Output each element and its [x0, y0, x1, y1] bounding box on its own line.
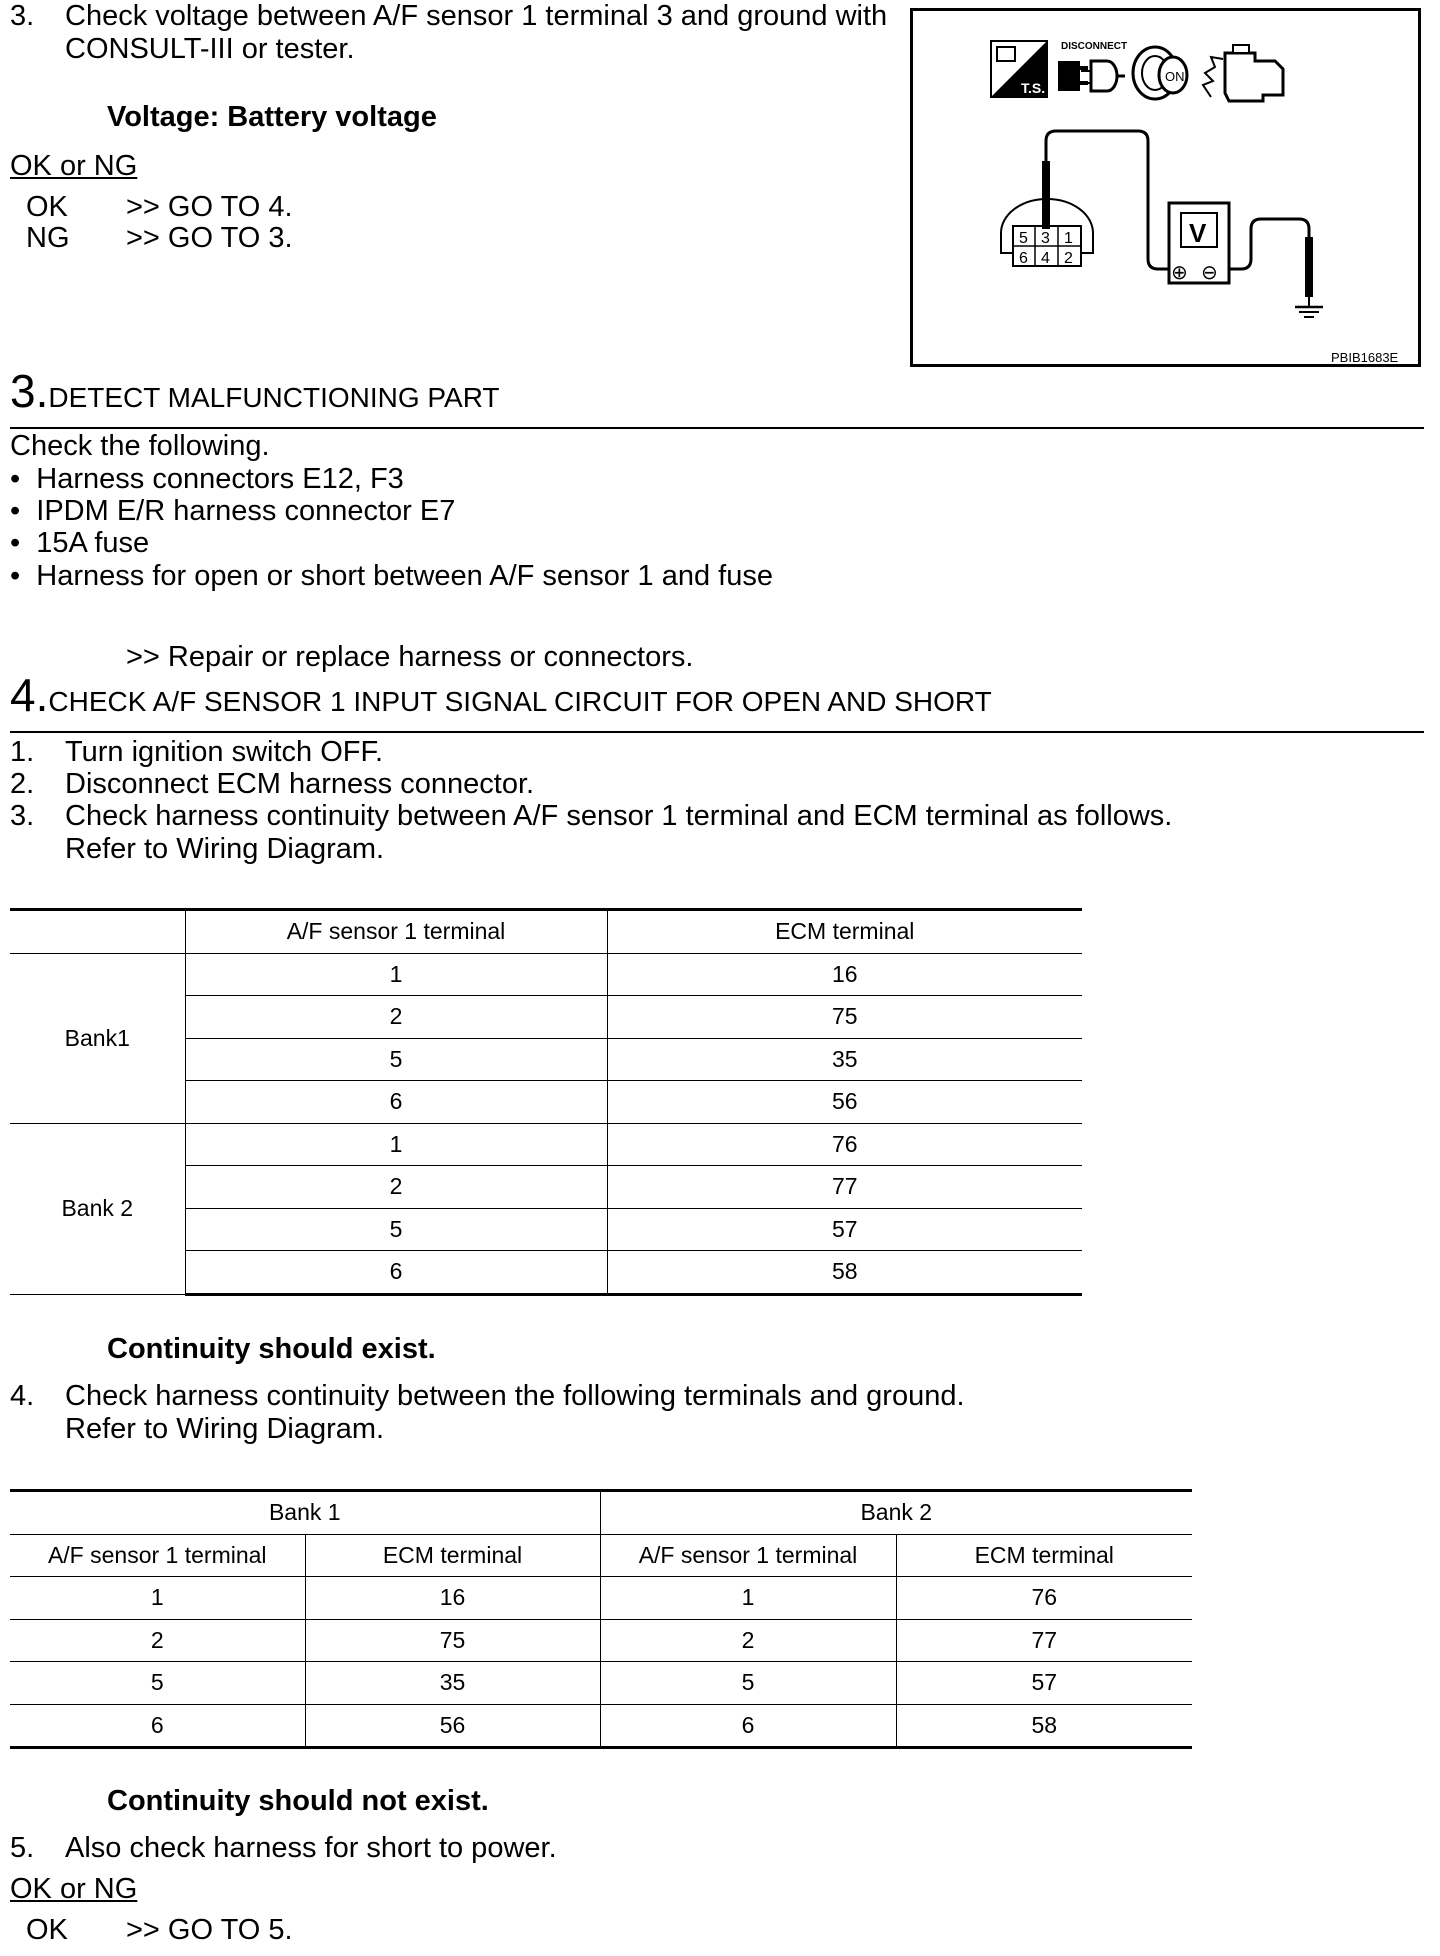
table-header-row	[10, 910, 1082, 954]
table-cell: 2	[185, 996, 607, 1039]
table-cell: 77	[607, 1166, 1082, 1209]
table-cell: 76	[607, 1123, 1082, 1166]
bank2-header: Bank 2	[600, 1491, 1192, 1535]
ok-action: >> GO TO 4.	[126, 191, 293, 223]
disconnect-text: DISCONNECT	[1061, 41, 1128, 52]
bank1-header: Bank 1	[10, 1491, 600, 1535]
section3-heading	[10, 365, 500, 417]
step-text: Turn ignition switch OFF.	[65, 736, 384, 768]
section3-intro: Check the following.	[10, 430, 270, 462]
table-cell: 16	[607, 953, 1082, 996]
probe-negative	[1305, 237, 1313, 297]
bank-label: Bank 2	[10, 1123, 185, 1294]
step-text: Also check harness for short to power.	[65, 1832, 557, 1864]
table-header: A/F sensor 1 terminal	[10, 1534, 305, 1577]
table-header: ECM terminal	[896, 1534, 1192, 1577]
table-cell: 2	[600, 1619, 896, 1662]
table-cell: 76	[896, 1577, 1192, 1620]
table-cell: 6	[10, 1704, 305, 1748]
table-cell: 6	[600, 1704, 896, 1748]
bank-label: Bank1	[10, 953, 185, 1123]
table-cell: 57	[896, 1662, 1192, 1705]
table-cell: 58	[896, 1704, 1192, 1748]
disconnect-icon	[1058, 41, 1127, 91]
bullet-item: • Harness for open or short between A/F sensor 1 and fuse	[10, 560, 773, 592]
table-cell: 75	[607, 996, 1082, 1039]
table-cell: 5	[10, 1662, 305, 1705]
bullet-text: 15A fuse	[36, 527, 150, 559]
table-cell: 5	[185, 1038, 607, 1081]
pin-5: 5	[1019, 230, 1028, 247]
bullet-text: IPDM E/R harness connector E7	[36, 495, 456, 527]
step-text-line2: CONSULT-III or tester.	[65, 33, 355, 65]
table-cell: 6	[185, 1081, 607, 1124]
bullet-text: Harness connectors E12, F3	[36, 463, 404, 495]
table-header: A/F sensor 1 terminal	[600, 1534, 896, 1577]
bullet-item: • Harness connectors E12, F3	[10, 463, 404, 495]
table-group-header-row	[10, 1491, 1192, 1535]
meter-plus: ⊕	[1171, 260, 1188, 284]
pin-4: 4	[1041, 250, 1050, 267]
ok-action: >> GO TO 5.	[126, 1914, 293, 1946]
ok-label: OK	[26, 1914, 68, 1946]
continuity-spec-1: Continuity should exist.	[107, 1333, 436, 1365]
ts-text: T.S.	[1021, 80, 1046, 96]
table-cell: 1	[185, 953, 607, 996]
table-cell: 77	[896, 1619, 1192, 1662]
table-header	[10, 910, 185, 954]
step-item	[10, 1380, 1310, 1446]
voltage-spec: Voltage: Battery voltage	[107, 101, 437, 133]
pin-1: 1	[1064, 230, 1073, 247]
table-cell: 35	[305, 1662, 600, 1705]
step-text-line2: Refer to Wiring Diagram.	[65, 833, 385, 865]
table-cell: 2	[185, 1166, 607, 1209]
step-text: Check harness continuity between A/F sensor 1 terminal and ECM terminal as follows.	[65, 800, 1173, 832]
table-row	[10, 1619, 1192, 1662]
table-cell: 58	[607, 1251, 1082, 1295]
table-cell: 1	[185, 1123, 607, 1166]
section3-action: >> Repair or replace harness or connectors.	[126, 641, 694, 673]
step-item	[10, 736, 1310, 769]
ignition-on-icon	[1133, 47, 1187, 99]
bullet-text: Harness for open or short between A/F sensor 1 and fuse	[36, 560, 773, 592]
section3-rule	[10, 427, 1424, 429]
table-header: ECM terminal	[305, 1534, 600, 1577]
step-text: Disconnect ECM harness connector.	[65, 768, 535, 800]
step-number: 3.	[10, 800, 35, 832]
table-row	[10, 1123, 1082, 1166]
table-cell: 16	[305, 1577, 600, 1620]
wiring-diagram	[910, 8, 1421, 367]
ts-icon	[991, 41, 1047, 97]
step-text-line2: Refer to Wiring Diagram.	[65, 1413, 385, 1445]
step-number: 2.	[10, 768, 35, 800]
step-number: 4.	[10, 1380, 35, 1412]
pin-3: 3	[1041, 230, 1050, 247]
step-text: Check harness continuity between the following terminals and ground.	[65, 1380, 965, 1412]
section3-title: DETECT MALFUNCTIONING PART	[48, 382, 500, 413]
diagram-code: PBIB1683E	[1331, 350, 1399, 364]
ok-ng-label: OK or NG	[10, 150, 138, 182]
lead-negative	[1229, 219, 1309, 269]
probe-positive	[1042, 161, 1050, 229]
voltage-check-illustration	[913, 11, 1418, 364]
table-header-row	[10, 1534, 1192, 1577]
table-cell: 56	[607, 1081, 1082, 1124]
meter-v-text: V	[1189, 218, 1207, 248]
continuity-table-1	[10, 908, 1082, 1296]
voltmeter	[1169, 203, 1229, 284]
ng-action: >> GO TO 3.	[126, 222, 293, 254]
table-header: A/F sensor 1 terminal	[185, 910, 607, 954]
section4-heading	[10, 669, 992, 721]
table-header: ECM terminal	[607, 910, 1082, 954]
table-row	[10, 1704, 1192, 1748]
ok-label: OK	[26, 191, 68, 223]
table-cell: 6	[185, 1251, 607, 1295]
table-row	[10, 1662, 1192, 1705]
bullet-item: • 15A fuse	[10, 527, 150, 559]
pin-2: 2	[1064, 250, 1073, 267]
meter-minus: ⊖	[1201, 260, 1218, 284]
step-item	[10, 768, 1310, 801]
step-item	[10, 800, 1310, 866]
engine-icon	[1203, 45, 1283, 101]
ng-label: NG	[26, 222, 70, 254]
on-text: ON	[1165, 69, 1185, 84]
ground-symbol	[1295, 297, 1323, 317]
section4-title: CHECK A/F SENSOR 1 INPUT SIGNAL CIRCUIT FOR OPEN AND SHORT	[48, 686, 992, 717]
step-number: 1.	[10, 736, 35, 768]
continuity-table-2	[10, 1489, 1192, 1749]
table-cell: 57	[607, 1208, 1082, 1251]
step-text-line1: Check voltage between A/F sensor 1 terminal 3 and ground with	[65, 0, 888, 32]
table-row	[10, 953, 1082, 996]
table-cell: 35	[607, 1038, 1082, 1081]
ok-ng-label: OK or NG	[10, 1873, 138, 1905]
prev-step-3	[10, 0, 890, 70]
table-cell: 5	[185, 1208, 607, 1251]
table-cell: 5	[600, 1662, 896, 1705]
table-cell: 75	[305, 1619, 600, 1662]
continuity-spec-2: Continuity should not exist.	[107, 1785, 489, 1817]
step-number: 5.	[10, 1832, 35, 1864]
step-number: 3.	[10, 0, 35, 32]
pin-6: 6	[1019, 250, 1028, 267]
section4-rule	[10, 731, 1424, 733]
table-cell: 1	[600, 1577, 896, 1620]
table-cell: 56	[305, 1704, 600, 1748]
table-cell: 2	[10, 1619, 305, 1662]
section4-number: 4.	[10, 669, 49, 721]
step-item	[10, 1832, 1310, 1865]
table-cell: 1	[10, 1577, 305, 1620]
table-row	[10, 1577, 1192, 1620]
bullet-item: • IPDM E/R harness connector E7	[10, 495, 456, 527]
section3-number: 3.	[10, 365, 49, 417]
